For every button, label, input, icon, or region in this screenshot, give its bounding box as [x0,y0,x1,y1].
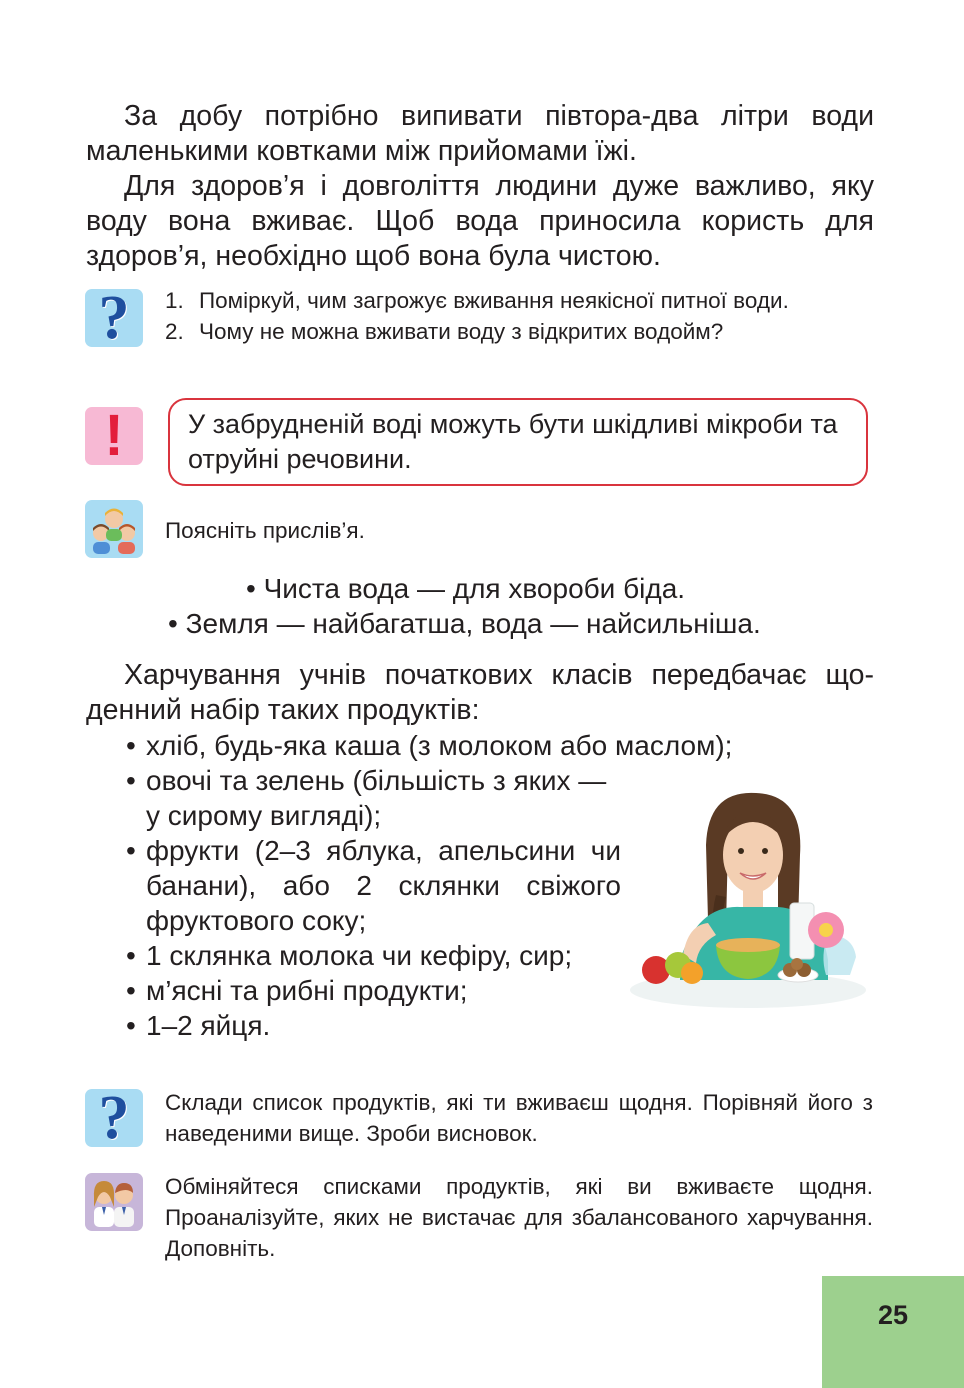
proverb-text: Чиста вода — для хвороби біда. [263,573,686,604]
bullet: • [126,975,136,1006]
bullet: • [246,573,256,604]
list-item [126,763,621,833]
page-number-tab [822,1276,964,1388]
question-number: 1. [165,288,184,313]
proverb-item [246,571,685,606]
pair-of-children-icon [85,1173,143,1231]
bullet: • [126,1010,136,1041]
bullet: • [126,765,136,796]
question-item [165,316,873,347]
question-text: Чому не можна вживати воду з відкритих водойм? [199,319,724,344]
bullet: • [126,835,136,866]
question-icon: ? [85,1089,143,1147]
nutrition-list [126,728,733,1043]
list-item [126,728,836,763]
list-item-text: овочі та зелень (більшість з яких — у сирому вигляді); [146,765,607,831]
exclamation-icon: ! [85,407,143,465]
question-text: Поміркуй, чим загрожує вживання неякісної питної води. [199,288,789,313]
list-item-text: фрукти (2–3 яблука, апельсини чи банани), або 2 склянки свіжого фруктового соку; [146,835,621,936]
pair-task-text: Обміняйтеся списками продуктів, які ви вживаєте щодня. Проаналізуйте, яких не вистачає для збалансованого харчування. Доповніть. [165,1174,873,1261]
list-item [126,833,621,938]
question-item [165,285,873,316]
bullet: • [126,730,136,761]
page-number: 25 [877,1300,909,1330]
proverb-item [168,606,761,641]
bullet: • [168,608,178,639]
bullet: • [126,940,136,971]
question-icon: ? [85,289,143,347]
group-of-children-icon [85,500,143,558]
nutrition-intro: Харчування учнів початкових класів передбачає щоденний набір таких продуктів: [86,659,874,726]
questions-list [165,285,873,347]
group-task-text: Поясніть прислів’я. [165,518,365,543]
task-question-text: Склади список продуктів, які ти вживаєш щодня. Порівняй його з наведеними вище. Зроби висновок. [165,1090,873,1146]
list-item [126,1008,621,1043]
paragraph-water-intake: За добу потрібно випивати півтора-два літри води маленькими ковтками між прийомами їжі. [86,100,874,167]
question-number: 2. [165,319,184,344]
list-item-text: 1–2 яйця. [146,1010,271,1041]
girl-eating-breakfast-photo [628,785,878,1015]
list-item [126,938,621,973]
list-item [126,973,621,1008]
list-item-text: хліб, будь-яка каша (з молоком або маслом); [146,730,733,761]
important-rule-text: У забрудненій воді можуть бути шкідливі мікроби та отруйні речовини. [188,409,838,474]
list-item-text: м’ясні та рибні продукти; [146,975,468,1006]
list-item-text: 1 склянка молока чи кефіру, сир; [146,940,573,971]
paragraph-clean-water: Для здоров’я і довголіття людини дуже важливо, яку воду вона вживає. Щоб вода приносила користь для здоров’я, необхідно щоб вона була чистою. [86,170,874,272]
proverb-text: Земля — найбагатша, вода — найсильніша. [185,608,761,639]
